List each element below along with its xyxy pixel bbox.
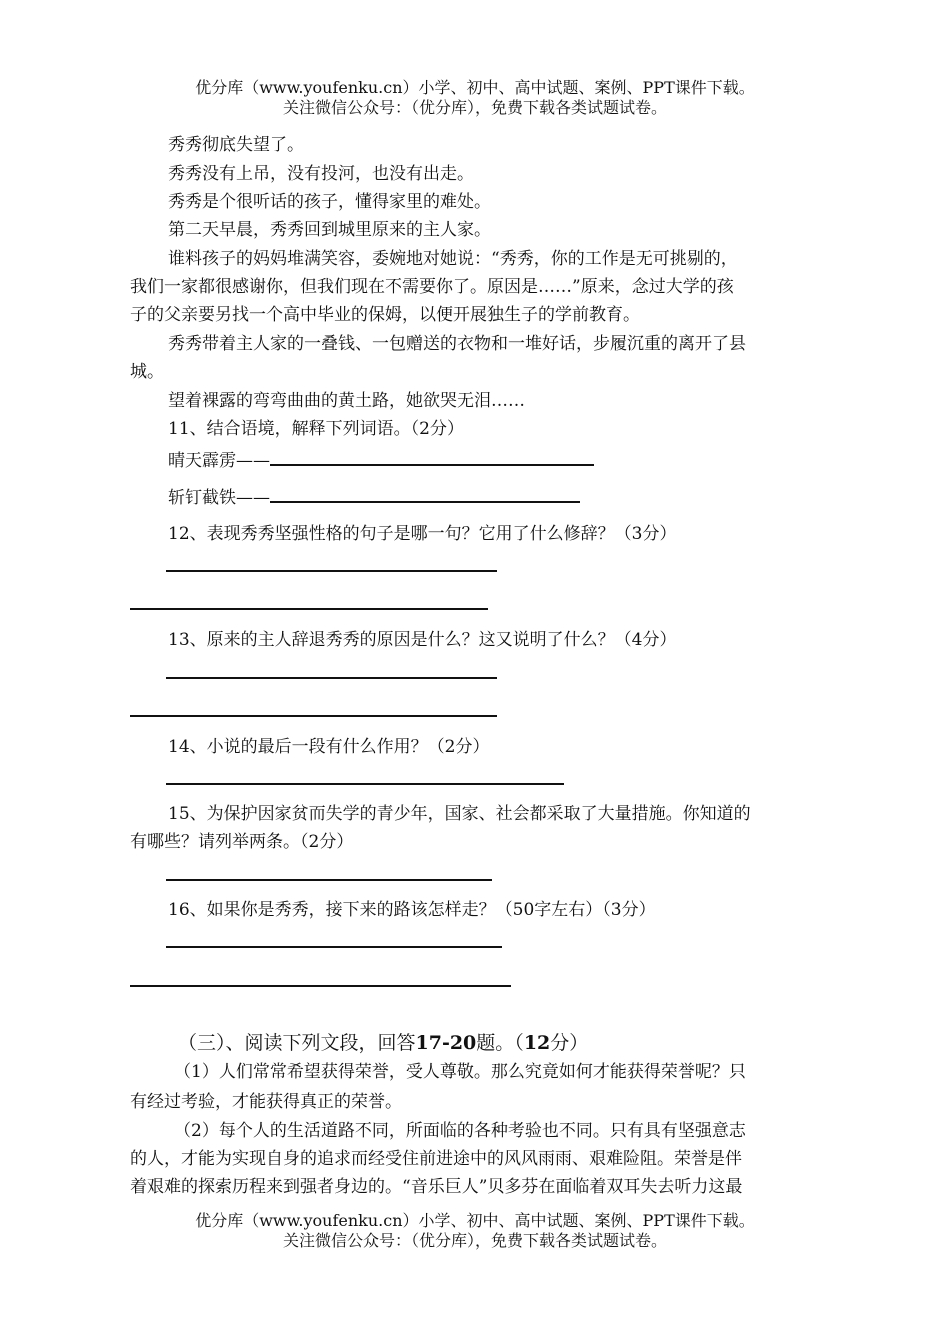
answer-line-13-1[interactable] xyxy=(166,677,497,679)
page-footer-line-2: 关注微信公众号：（优分库），免费下载各类试题试卷。 xyxy=(282,1231,667,1250)
answer-blank-11a[interactable] xyxy=(270,446,594,466)
question-13: 13、原来的主人辞退秀秀的原因是什么？这又说明了什么？（4分） xyxy=(168,630,677,650)
answer-line-13-2[interactable] xyxy=(130,715,497,717)
question-11-term-a-label: 晴天霹雳—— xyxy=(168,451,270,471)
story-paragraph-6-line-2: 城。 xyxy=(130,362,164,382)
question-12: 12、表现秀秀坚强性格的句子是哪一句？它用了什么修辞？（3分） xyxy=(168,524,677,544)
answer-line-12-1[interactable] xyxy=(166,570,497,572)
question-15-line-1: 15、为保护因家贫而失学的青少年，国家、社会都采取了大量措施。你知道的 xyxy=(168,804,751,824)
answer-line-15[interactable] xyxy=(166,879,492,881)
story-paragraph-5-line-2: 我们一家都很感谢你，但我们现在不需要你了。原因是……”原来，念过大学的孩 xyxy=(130,277,734,297)
question-15-line-2: 有哪些？请列举两条。（2分） xyxy=(130,832,354,852)
question-11-term-b xyxy=(168,483,580,510)
story-paragraph-5-line-1: 谁料孩子的妈妈堆满笑容，委婉地对她说：“秀秀，你的工作是无可挑剔的， xyxy=(168,249,738,269)
section-3-title-mid: 题。（ xyxy=(476,1032,524,1054)
section-3-title xyxy=(178,1030,588,1056)
section-3-paragraph-2-line-2: 的人，才能为实现自身的追求而经受住前进途中的风风雨雨、艰难险阻。荣誉是伴 xyxy=(130,1149,742,1169)
story-paragraph-3: 秀秀是个很听话的孩子，懂得家里的难处。 xyxy=(168,192,491,212)
story-paragraph-6-line-1: 秀秀带着主人家的一叠钱、一包赠送的衣物和一堆好话，步履沉重的离开了县 xyxy=(168,334,746,354)
answer-line-16-2[interactable] xyxy=(130,985,511,987)
answer-blank-11b[interactable] xyxy=(270,483,580,503)
section-3-title-pre: （三）、阅读下列文段，回答 xyxy=(178,1032,416,1054)
section-3-paragraph-2-line-1: （2）每个人的生活道路不同，所面临的各种考验也不同。只有具有坚强意志 xyxy=(174,1121,746,1141)
answer-line-14[interactable] xyxy=(166,783,564,785)
page-header-line-2: 关注微信公众号：（优分库），免费下载各类试题试卷。 xyxy=(282,98,667,117)
answer-line-12-2[interactable] xyxy=(130,608,488,610)
section-3-title-score: 12 xyxy=(523,1032,551,1054)
question-11-term-b-label: 斩钉截铁—— xyxy=(168,488,270,508)
story-paragraph-4: 第二天早晨，秀秀回到城里原来的主人家。 xyxy=(168,220,491,240)
section-3-title-post: 分） xyxy=(550,1032,589,1054)
answer-line-16-1[interactable] xyxy=(166,946,502,948)
page-footer-line-1: 优分库（www.youfenku.cn）小学、初中、高中试题、案例、PPT课件下载。 xyxy=(195,1211,755,1230)
section-3-title-range: 17-20 xyxy=(415,1032,477,1054)
question-11-term-a xyxy=(168,446,594,473)
page-header-line-1: 优分库（www.youfenku.cn）小学、初中、高中试题、案例、PPT课件下载。 xyxy=(195,78,755,97)
section-3-paragraph-1-line-2: 有经过考验，才能获得真正的荣誉。 xyxy=(130,1092,402,1112)
story-paragraph-5-line-3: 子的父亲要另找一个高中毕业的保姆，以便开展独生子的学前教育。 xyxy=(130,305,640,325)
section-3-paragraph-2-line-3: 着艰难的探索历程来到强者身边的。“音乐巨人”贝多芬在面临着双耳失去听力这最 xyxy=(130,1177,743,1197)
story-paragraph-1: 秀秀彻底失望了。 xyxy=(168,135,304,155)
question-14: 14、小说的最后一段有什么作用？（2分） xyxy=(168,737,490,757)
story-paragraph-2: 秀秀没有上吊，没有投河，也没有出走。 xyxy=(168,164,474,184)
section-3-paragraph-1-line-1: （1）人们常常希望获得荣誉，受人尊敬。那么究竟如何才能获得荣誉呢？只 xyxy=(174,1062,746,1082)
question-16: 16、如果你是秀秀，接下来的路该怎样走？（50字左右）（3分） xyxy=(168,900,656,920)
question-11: 11、结合语境，解释下列词语。（2分） xyxy=(168,419,464,439)
story-paragraph-7: 望着裸露的弯弯曲曲的黄土路，她欲哭无泪…… xyxy=(168,391,525,411)
